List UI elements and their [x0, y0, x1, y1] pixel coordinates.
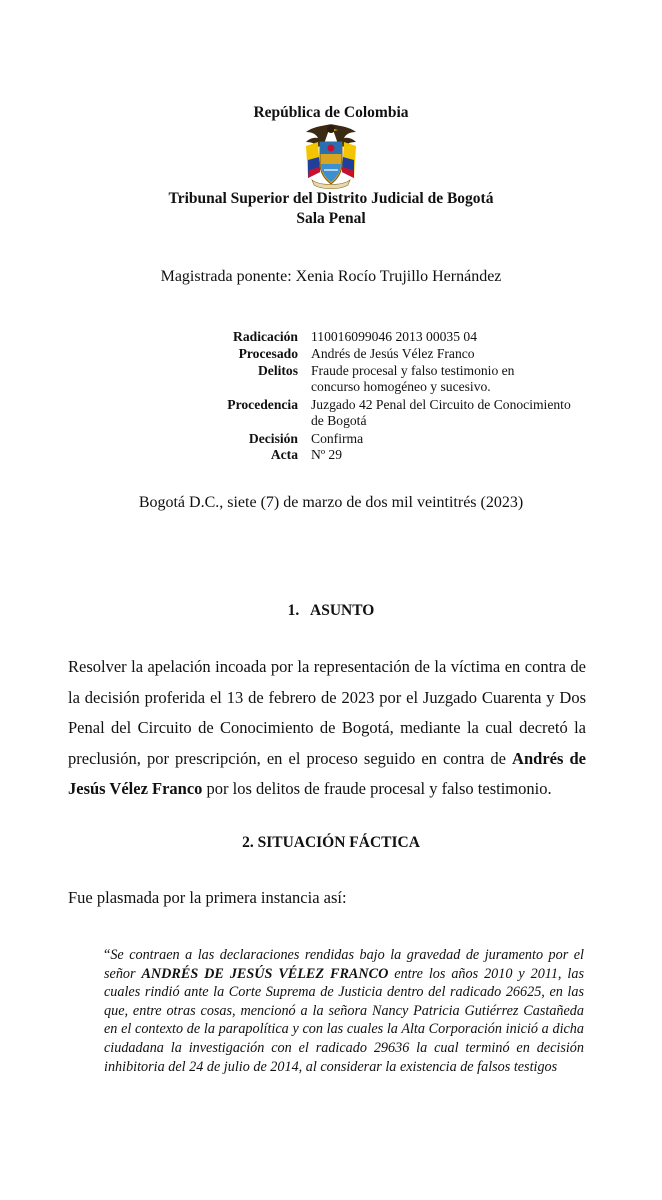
- defendant-name: Andrés de Jesús Vélez Franco: [68, 748, 586, 799]
- paragraph-text: por los delitos de fraude procesal y falso testimonio.: [202, 779, 552, 799]
- meta-value: Confirma: [311, 431, 364, 446]
- meta-value: concurso homogéneo y sucesivo.: [311, 379, 491, 394]
- quote-text: Se contraen a las declaraciones rendidas bajo la gravedad de juramento por el señor: [104, 947, 584, 982]
- meta-value: 110016099046 2013 00035 04: [311, 329, 478, 344]
- quote-text: entre los años 2010 y 2011, las cuales rindió ante la Corte Suprema de Justicia dentro del radicado 26625, en las que, entre otras cosas, mencionó a la señora Nancy Patricia Gutiérrez Castañeda en el contexto de la parapolítica y con las cuales la Alta Corporación inició a dicha ciudadana la investigación con el radicado 29636 la cual terminó en decisión inhibitoria del 24 de julio de 2014, al considerar la existencia de falsos testigos: [104, 965, 584, 1075]
- quote-mark: “: [104, 947, 111, 963]
- meta-label: Procesado: [238, 346, 298, 361]
- paragraph-text: Resolver la apelación incoada por la representación de la víctima en contra de la decisión proferida el 13 de febrero de 2023 por el Juzgado Cuarenta y Dos Penal del Circuito de Conocimiento de Bogotá, mediante la cual decretó la preclusión, por prescripción, en el proceso seguido en contra de: [68, 657, 586, 768]
- meta-value: Juzgado 42 Penal del Circuito de Conocimiento: [311, 397, 571, 412]
- date-line: Bogotá D.C., siete (7) de marzo de dos mil veintitrés (2023): [138, 494, 524, 511]
- situacion-intro: Fue plasmada por la primera instancia así:: [68, 888, 347, 907]
- tribunal-name: Tribunal Superior del Distrito Judicial de Bogotá: [168, 190, 494, 207]
- section-heading-asunto: 1. ASUNTO: [287, 602, 375, 619]
- sala-name: Sala Penal: [296, 210, 366, 227]
- meta-label: Radicación: [233, 329, 298, 344]
- colombia-coat-of-arms-icon: [300, 122, 362, 190]
- asunto-paragraph: [68, 652, 586, 805]
- meta-value: Nº 29: [311, 447, 343, 462]
- quote-defendant-name: ANDRÉS DE JESÚS VÉLEZ FRANCO: [141, 965, 389, 982]
- magistrada-ponente: Magistrada ponente: Xenia Rocío Trujillo Hernández: [160, 268, 502, 285]
- section-heading-situacion: 2. SITUACIÓN FÁCTICA: [242, 834, 420, 851]
- republic-title: República de Colombia: [253, 104, 409, 121]
- meta-value: Fraude procesal y falso testimonio en: [311, 363, 515, 378]
- meta-label: Delitos: [257, 363, 298, 378]
- meta-label: Procedencia: [227, 397, 298, 412]
- meta-value: Andrés de Jesús Vélez Franco: [311, 346, 475, 361]
- quoted-facts: [104, 946, 584, 1076]
- meta-label: Decisión: [248, 431, 298, 446]
- meta-label: Acta: [270, 447, 298, 462]
- meta-value: de Bogotá: [311, 413, 367, 428]
